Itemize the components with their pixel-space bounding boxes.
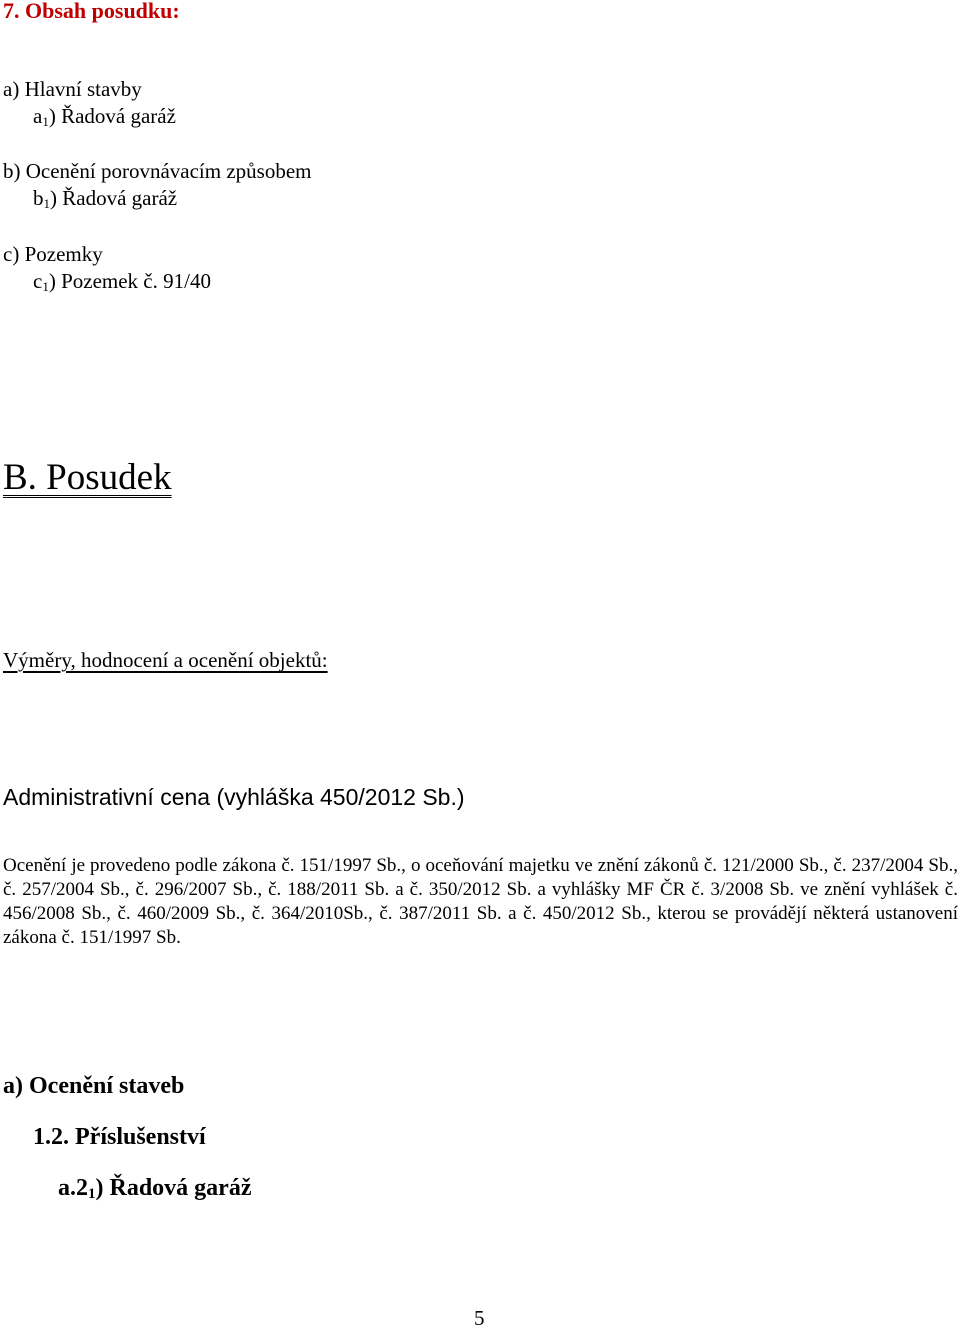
- toc-item-main-buildings: a) Hlavní stavby: [3, 77, 142, 101]
- accessories-heading: 1.2. Příslušenství: [33, 1124, 206, 1150]
- toc-subitem-land-parcel: $c_1$) Pozemek č. 91/40: [33, 269, 211, 294]
- toc-subitem-row-garage-comparison: $b_1$) Řadová garáž: [33, 186, 178, 211]
- posudek-title: B. Posudek: [3, 457, 172, 498]
- section-heading: 7. Obsah posudku:: [3, 0, 180, 23]
- admin-price-heading: Administrativní cena (vyhláška 450/2012 Sb.): [3, 784, 465, 810]
- vymery-heading: Výměry, hodnocení a ocenění objektů:: [3, 648, 328, 672]
- page-number: 5: [474, 1306, 485, 1330]
- toc-item-land: c) Pozemky: [3, 242, 103, 266]
- building-valuation-heading: a) Ocenění staveb: [3, 1073, 185, 1099]
- row-garage-heading: $a.2_1$) Řadová garáž: [58, 1175, 252, 1202]
- toc-subitem-row-garage: $a_1$) Řadová garáž: [33, 104, 176, 129]
- toc-item-comparison-valuation: b) Ocenění porovnávacím způsobem: [3, 159, 312, 183]
- valuation-paragraph: Ocenění je provedeno podle zákona č. 151/1997 Sb., o oceňování majetku ve znění zákonů č. 121/2000 Sb., č. 237/2004 Sb., č. 257/2004 Sb., č. 296/2007 Sb., č. 188/2011 Sb. a č. 350/2012 Sb. a vyhlášky MF ČR č. 3/2008 Sb. ve znění vyhlášek č. 456/2008 Sb., č. 460/2009 Sb., č. 364/2010Sb., č. 387/2011 Sb. a č. 450/2012 Sb., kterou se provádějí některá ustanovení zákona č. 151/1997 Sb.: [3, 855, 958, 948]
